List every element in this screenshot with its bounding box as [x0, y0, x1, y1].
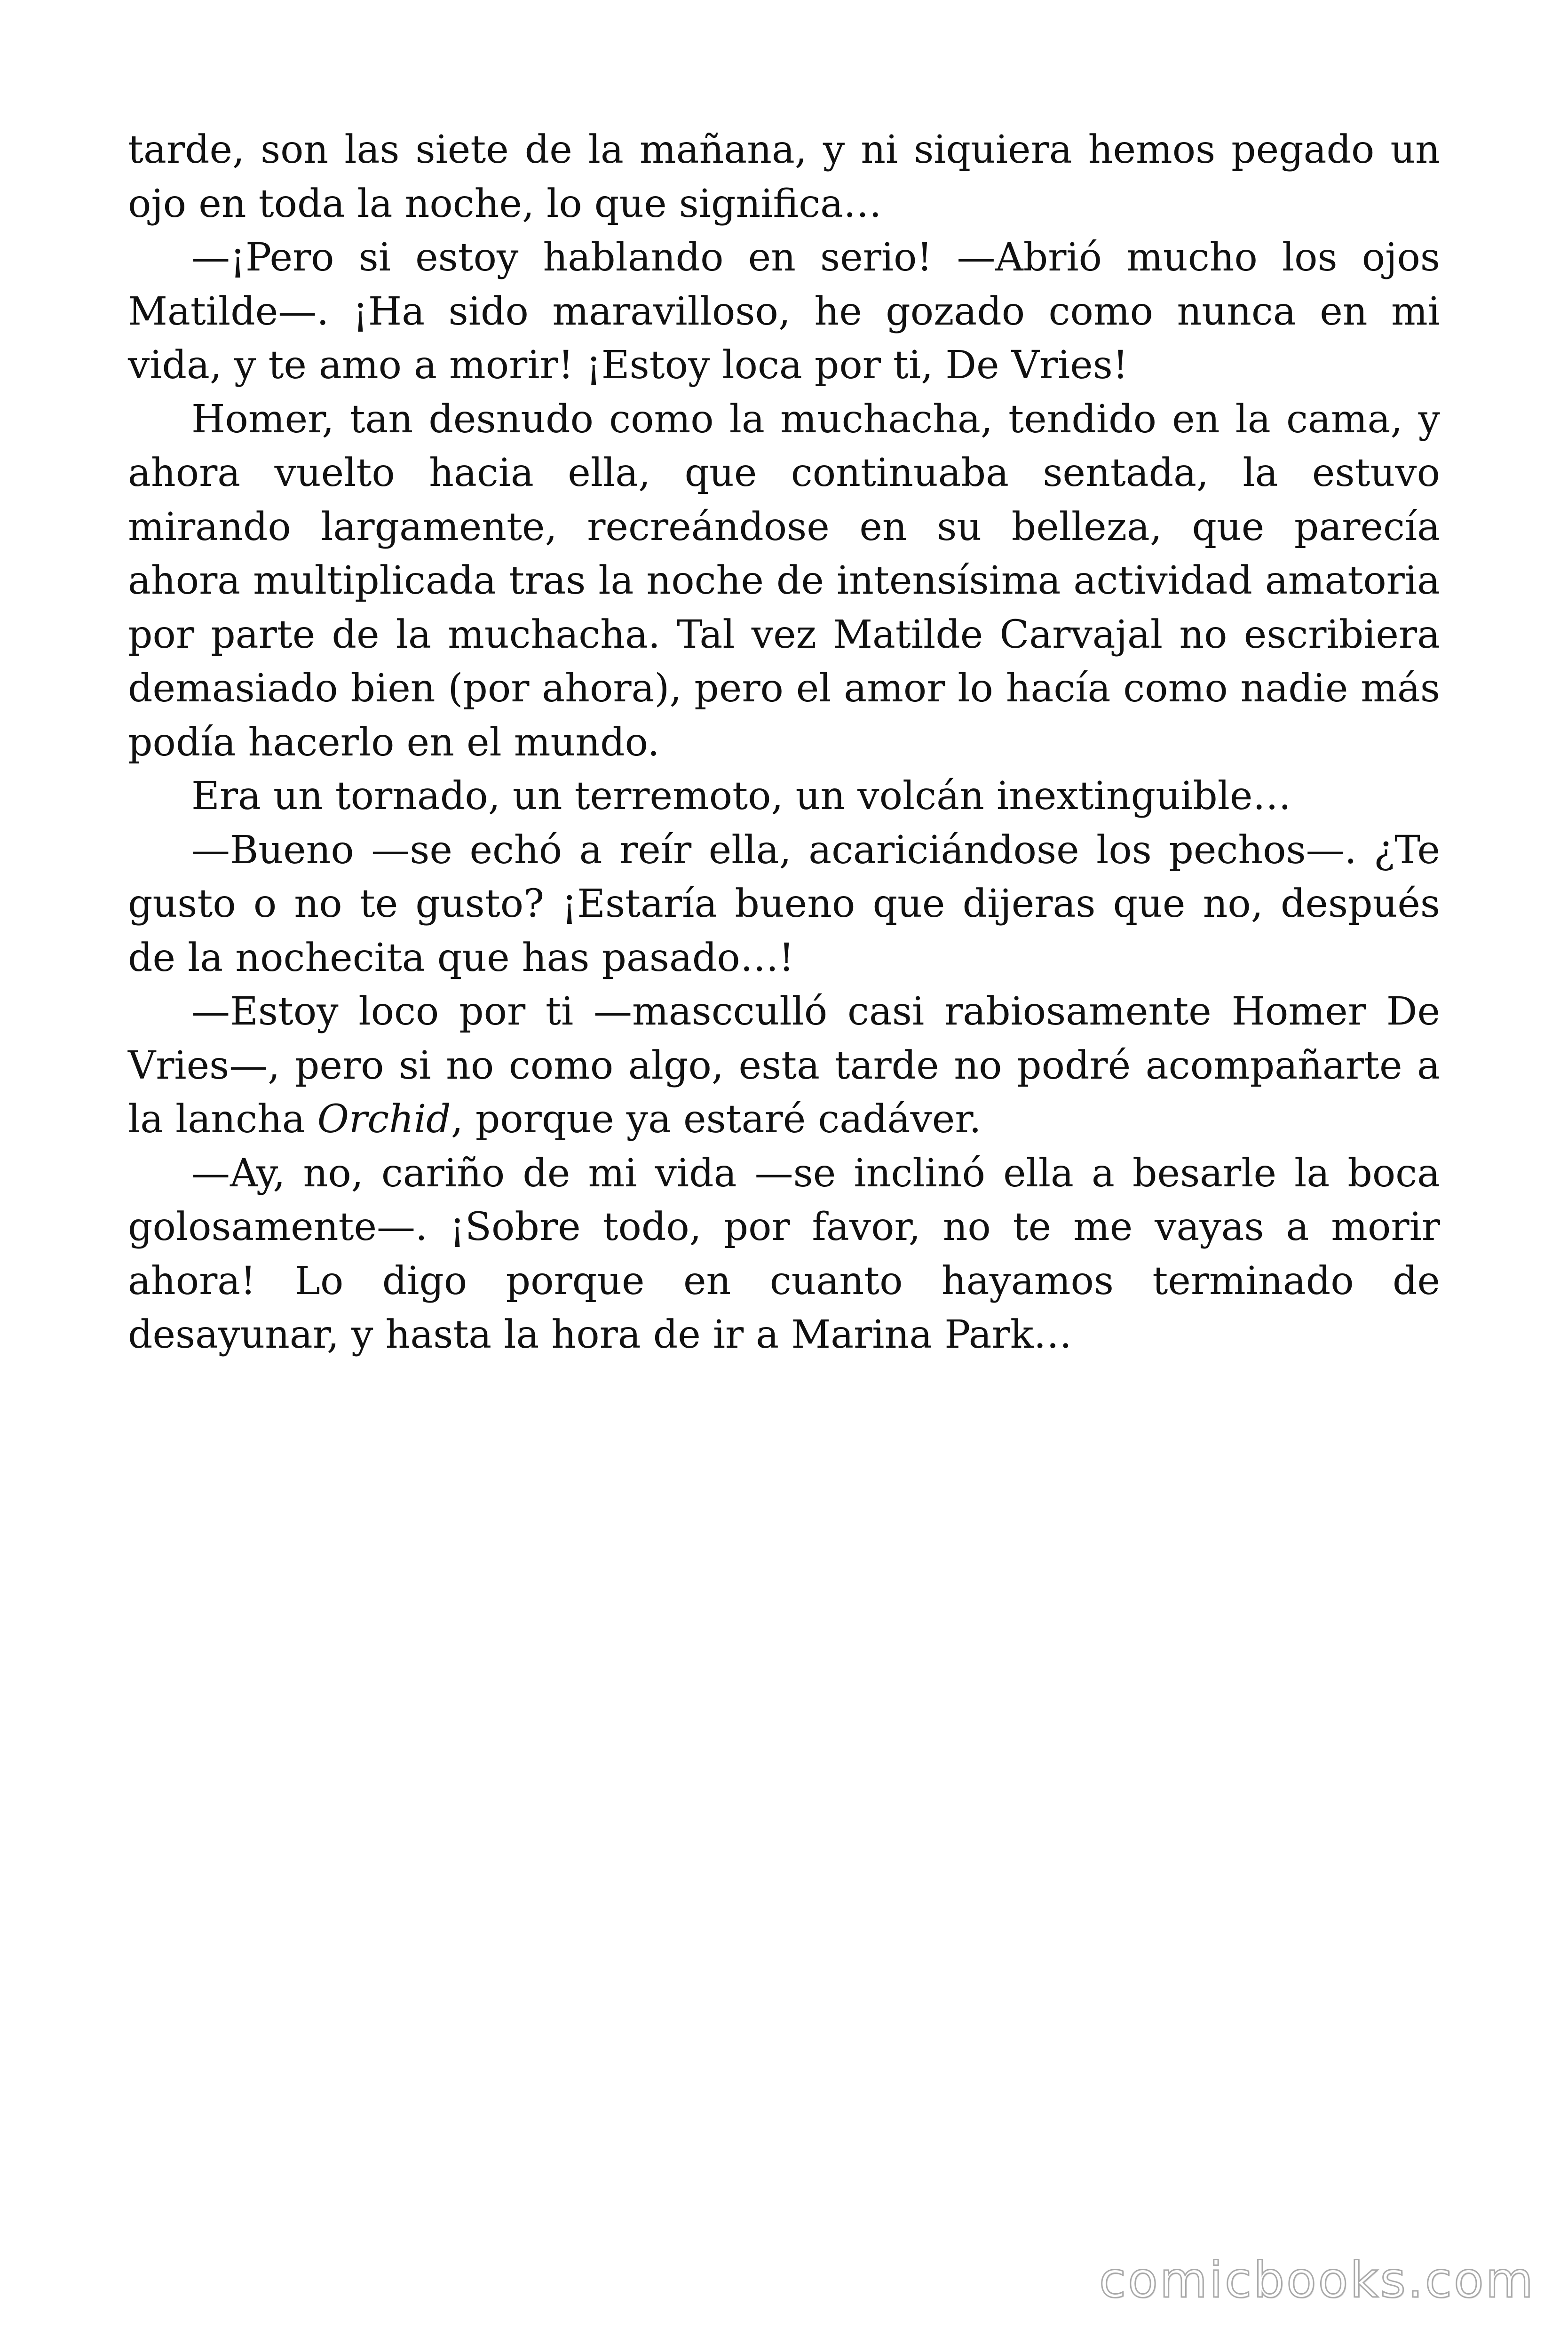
paragraph-text: Era un tornado, un terremoto, un volcán inextinguible…: [191, 774, 1291, 818]
paragraph: [128, 123, 1440, 231]
paragraph: [128, 231, 1440, 393]
paragraph: [128, 770, 1440, 824]
paragraph: [128, 393, 1440, 770]
italic-text: Orchid: [317, 1097, 451, 1142]
paragraph-text: —Bueno —se echó a reír ella, acariciándose los pechos—. ¿Te gusto o no te gusto? ¡Estaría bueno que dijeras que no, después de la nochecita que has pasado…!: [128, 827, 1440, 980]
paragraph: [128, 1147, 1440, 1362]
paragraph-text: —¡Pero si estoy hablando en serio! —Abrió mucho los ojos Matilde—. ¡Ha sido maravilloso, he gozado como nunca en mi vida, y te amo a morir! ¡Estoy loca por ti, De Vries!: [128, 235, 1440, 388]
paragraph: [128, 824, 1440, 985]
paragraph: [128, 985, 1440, 1147]
body-text: [128, 123, 1440, 1362]
paragraph-text: —Ay, no, cariño de mi vida —se inclinó ella a besarle la boca golosamente—. ¡Sobre todo, por favor, no te me vayas a morir ahora! Lo digo porque en cuanto hayamos terminado de desayunar, y hasta la hora de ir a Marina Park…: [128, 1151, 1440, 1357]
paragraph-text: , porque ya estaré cadáver.: [451, 1097, 982, 1142]
paragraph-text: Homer, tan desnudo como la muchacha, tendido en la cama, y ahora vuelto hacia ella, que continuaba sentada, la estuvo mirando largamente, recreándose en su belleza, que parecía ahora multiplicada tras la noche de intensísima actividad amatoria por parte de la muchacha. Tal vez Matilde Carvajal no escribiera demasiado bien (por ahora), pero el amor lo hacía como nadie más podía hacerlo en el mundo.: [128, 397, 1440, 765]
paragraph-text: tarde, son las siete de la mañana, y ni siquiera hemos pegado un ojo en toda la noche, lo que significa…: [128, 127, 1440, 226]
watermark-logo: comicbooks.com: [1099, 2251, 1535, 2309]
paragraph-text: —Estoy loco por ti —mascculló casi rabiosamente Homer De Vries—, pero si no como algo, esta tarde no podré acompañarte a la lancha: [128, 989, 1440, 1142]
